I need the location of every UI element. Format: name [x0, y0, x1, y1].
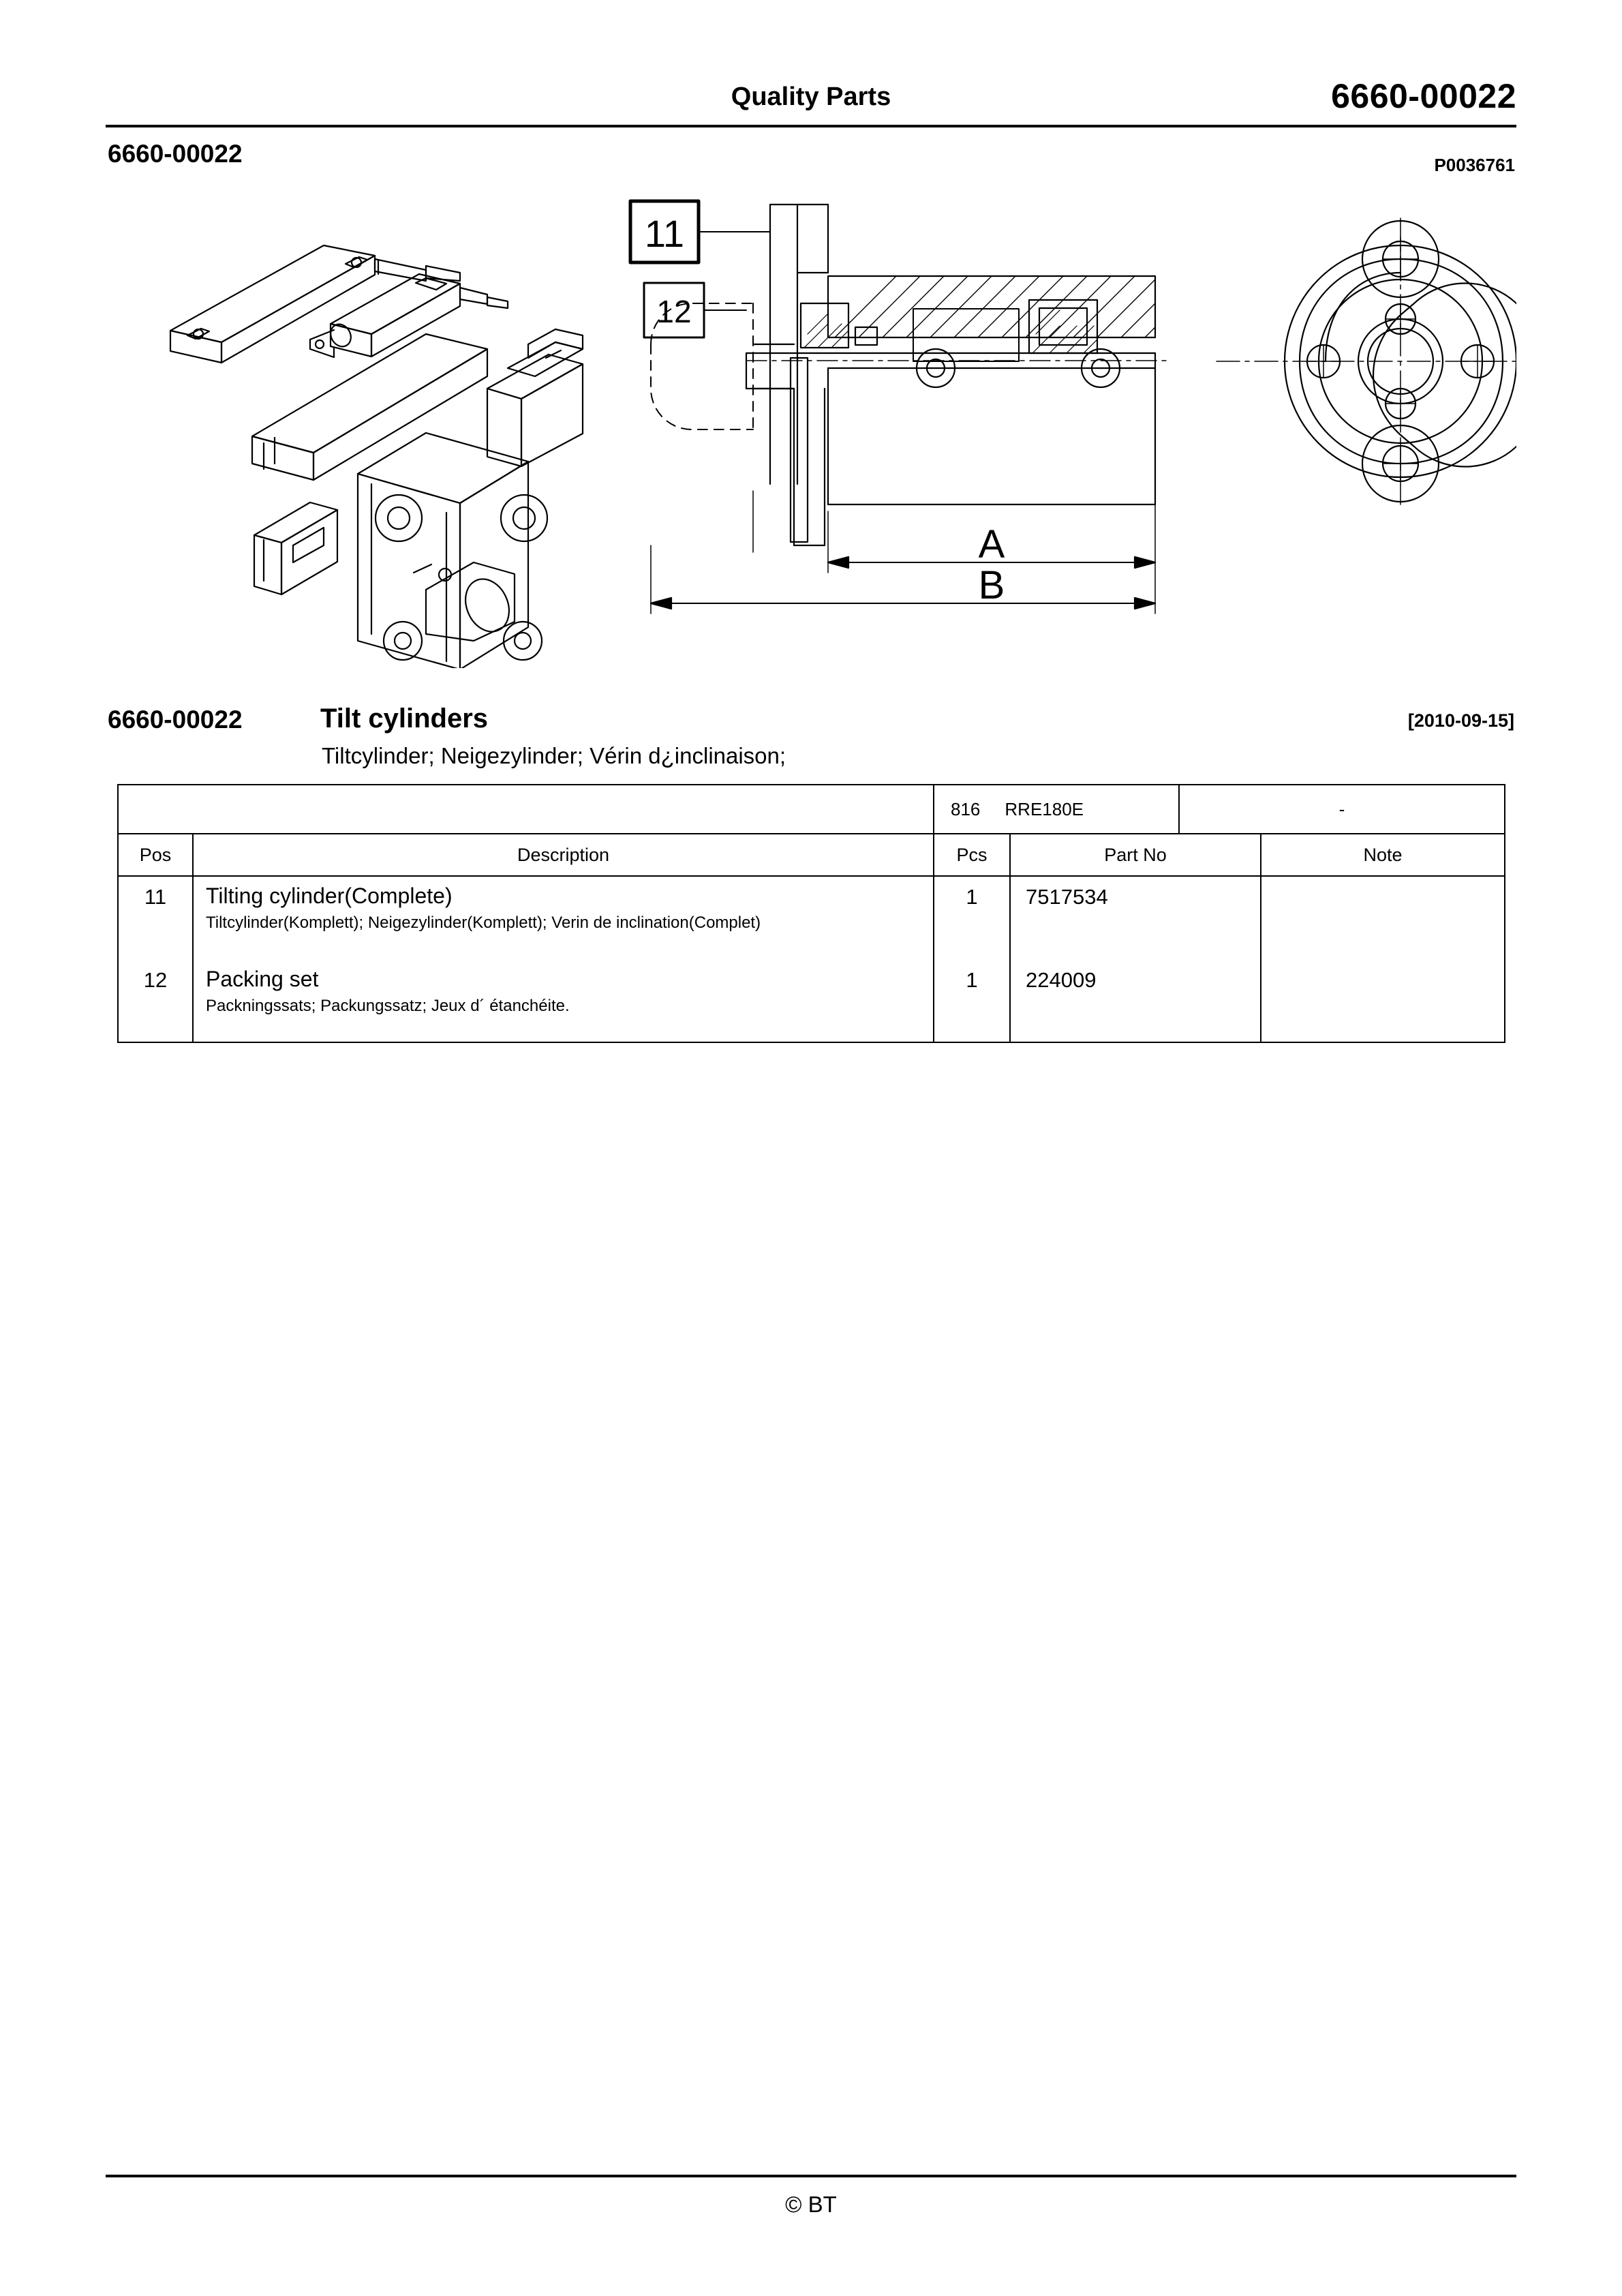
row-description-main: Tilting cylinder(Complete): [206, 883, 453, 908]
model-number: 816: [951, 798, 981, 819]
dimension-label-a: A: [978, 522, 1005, 567]
section-title: Tilt cylinders: [320, 704, 489, 734]
callout-label-11: 11: [644, 212, 685, 255]
row-pcs: 1: [934, 960, 1011, 1042]
row-description: [194, 877, 934, 960]
header-part-code: 6660-00022: [1331, 77, 1516, 115]
row-pos: 12: [119, 960, 194, 1042]
model-row-blank: [119, 785, 934, 834]
model-row: [119, 785, 1504, 834]
sub-header-code: 6660-00022: [108, 140, 243, 168]
model-identifier: [934, 785, 1180, 834]
header-title: Quality Parts: [731, 82, 891, 111]
row-part-no: 7517534: [1011, 877, 1261, 960]
dimension-label-b: B: [978, 563, 1005, 607]
section-date: [2010-09-15]: [1407, 710, 1514, 731]
section-subtitle: Tiltcylinder; Neigezylinder; Vérin d¿inclinaison;: [322, 743, 786, 768]
row-note: [1261, 960, 1504, 1042]
section-code: 6660-00022: [108, 706, 243, 734]
column-header-part-no: Part No: [1011, 834, 1261, 877]
column-header-description: Description: [194, 834, 934, 877]
row-pos: 11: [119, 877, 194, 960]
row-description-translations: Packningssats; Packungssatz; Jeux d´ étanchéite.: [206, 996, 570, 1015]
row-note: [1261, 877, 1504, 960]
page-header: [106, 61, 1516, 116]
row-pcs: 1: [934, 877, 1011, 960]
illustration-area: [106, 164, 1516, 668]
table-row[interactable]: [119, 877, 1504, 960]
cylinder-section-drawing: [630, 201, 1169, 614]
row-part-no: 224009: [1011, 960, 1261, 1042]
footer-copyright: © BT: [785, 2192, 837, 2217]
table-header-row: [119, 834, 1504, 877]
row-description: [194, 960, 934, 1042]
header-divider: [106, 125, 1516, 127]
column-header-pcs: Pcs: [934, 834, 1011, 877]
drawing-reference: P0036761: [1434, 155, 1515, 175]
column-header-pos: Pos: [119, 834, 194, 877]
row-description-translations: Tiltcylinder(Komplett); Neigezylinder(Komplett); Verin de inclination(Complet): [206, 913, 761, 932]
model-note: -: [1180, 785, 1504, 834]
parts-table: [117, 784, 1505, 1043]
model-name: RRE180E: [1005, 798, 1084, 819]
callout-label-12: 12: [656, 294, 692, 329]
row-description-main: Packing set: [206, 967, 319, 991]
assembly-isometric-drawing: [170, 245, 583, 668]
flange-end-view-drawing: [1216, 218, 1516, 504]
table-row[interactable]: [119, 960, 1504, 1042]
column-header-note: Note: [1261, 834, 1504, 877]
footer-divider: [106, 2175, 1516, 2177]
